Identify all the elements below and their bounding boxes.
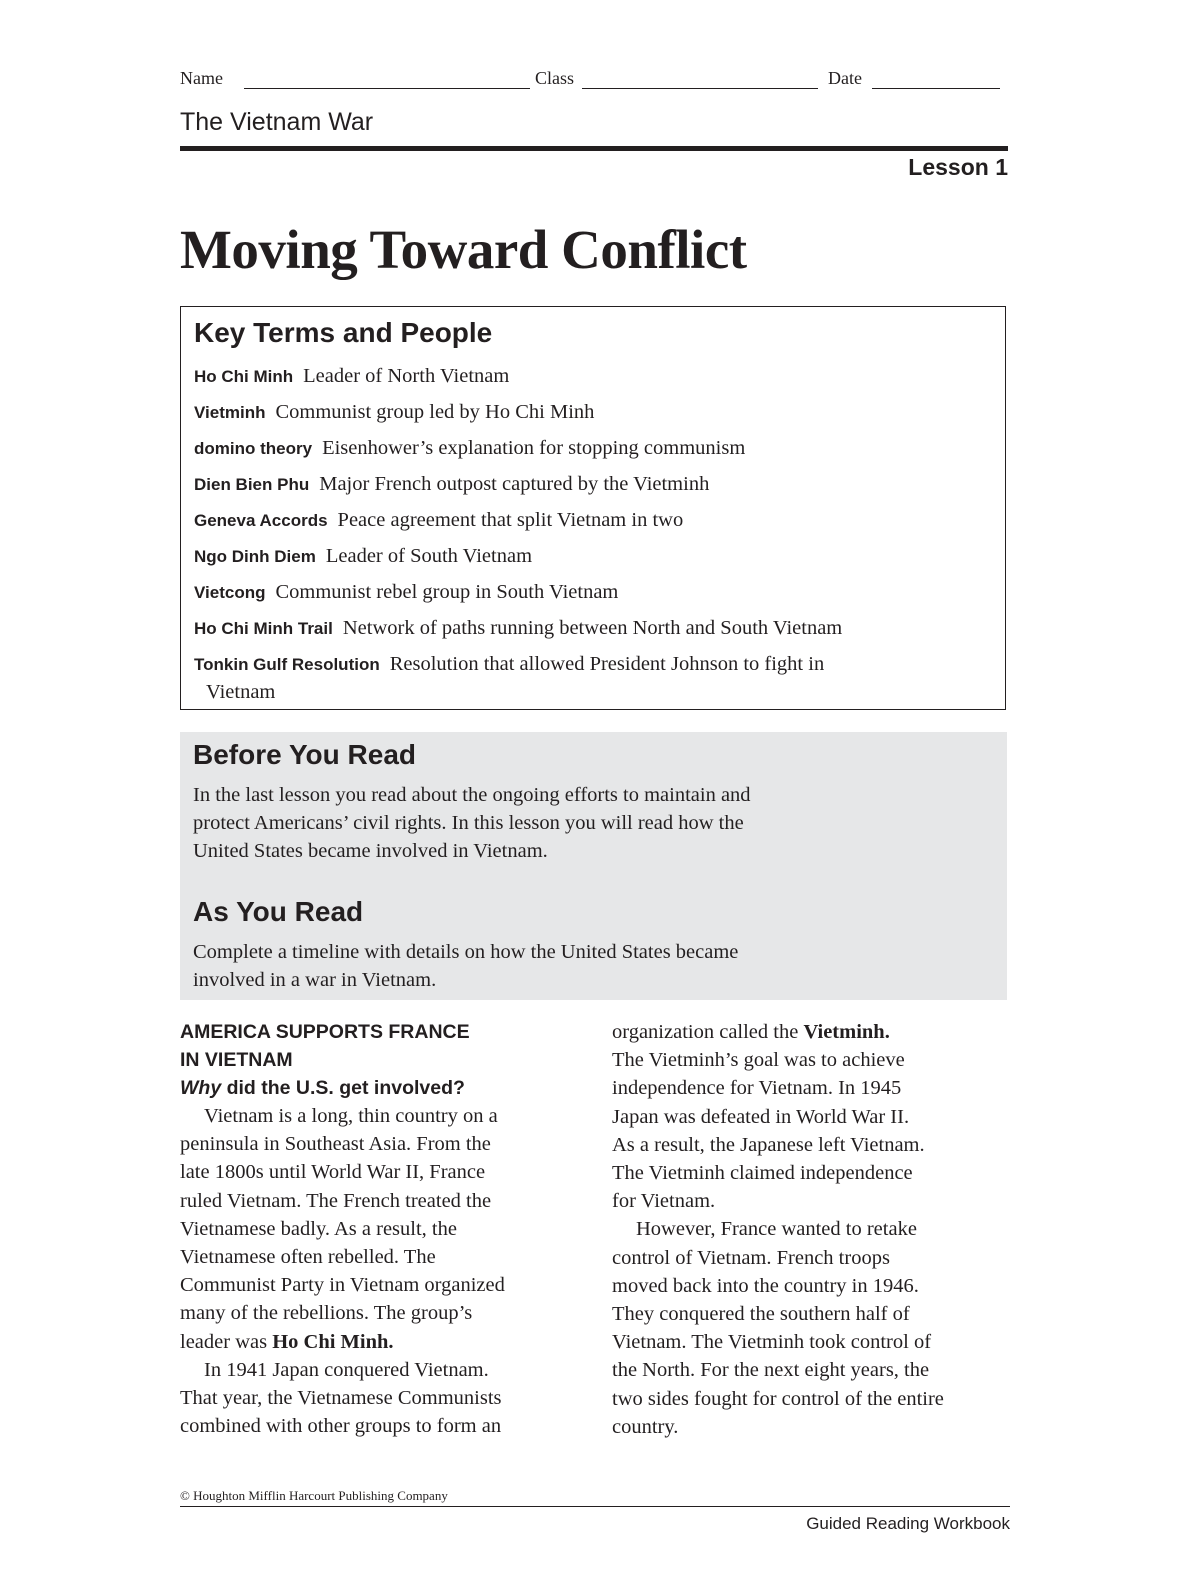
unit-title: The Vietnam War [180, 108, 374, 136]
term-definition: Network of paths running between North and South Vietnam [342, 617, 843, 639]
text-line: United States became involved in Vietnam. [193, 840, 548, 862]
date-blank [872, 88, 1000, 89]
term-name: Tonkin Gulf Resolution [194, 655, 380, 674]
body-line: combined with other groups to form an [180, 1415, 502, 1438]
term-definition: Leader of South Vietnam [325, 545, 533, 567]
body-line [180, 1328, 580, 1356]
body-line: peninsula in Southeast Asia. From the [180, 1133, 491, 1156]
body-line: many of the rebellions. The group’s [180, 1302, 473, 1325]
question-text: did the U.S. get involved? [221, 1077, 465, 1099]
date-label: Date [828, 68, 862, 88]
body-line: late 1800s until World War II, France [180, 1161, 486, 1184]
term-name: Ho Chi Minh Trail [194, 619, 333, 638]
body-line: country. [612, 1415, 679, 1438]
term-entry [194, 434, 984, 463]
footer-rule [180, 1506, 1010, 1507]
term-entry [194, 362, 984, 391]
lesson-label: Lesson 1 [908, 154, 1008, 180]
term-definition: Eisenhower’s explanation for stopping communism [322, 437, 746, 459]
term-entry [194, 470, 984, 499]
term-entry-continuation [206, 678, 996, 706]
text-line: In the last lesson you read about the ongoing efforts to maintain and [193, 784, 751, 806]
text-line: Complete a timeline with details on how the United States became [193, 941, 739, 963]
body-line: Japan was defeated in World War II. [612, 1105, 910, 1128]
lesson-title: Moving Toward Conflict [180, 219, 747, 280]
body-line: ruled Vietnam. The French treated the [180, 1189, 492, 1212]
term-name: Geneva Accords [194, 511, 328, 530]
section-question [180, 1074, 580, 1102]
term-name: Dien Bien Phu [194, 475, 310, 494]
key-terms-heading: Key Terms and People [194, 317, 493, 348]
text-line: protect Americans’ civil rights. In this lesson you will read how the [193, 812, 744, 834]
before-you-read-text [193, 781, 893, 865]
as-you-read-text [193, 938, 893, 994]
body-line: Vietnamese badly. As a result, the [180, 1217, 457, 1240]
term-name: Vietminh [194, 403, 266, 422]
reading-guide-box [180, 732, 1007, 1000]
body-line [612, 1018, 1012, 1046]
body-line: two sides fought for control of the entire [612, 1387, 944, 1410]
text-line: involved in a war in Vietnam. [193, 969, 437, 991]
term-definition: Communist group led by Ho Chi Minh [275, 401, 595, 423]
workbook-title: Guided Reading Workbook [806, 1514, 1010, 1533]
term-entry [194, 398, 984, 427]
key-terms-box [180, 306, 1006, 710]
left-column [180, 1018, 580, 1440]
body-line: Communist Party in Vietnam organized [180, 1274, 505, 1297]
right-column [612, 1018, 1012, 1441]
body-line: As a result, the Japanese left Vietnam. [612, 1133, 925, 1156]
section-heading [180, 1018, 580, 1074]
name-blank [244, 88, 530, 89]
question-keyword: Why [180, 1077, 222, 1099]
body-line: Vietnamese often rebelled. The [180, 1246, 436, 1269]
body-text: leader was [180, 1330, 273, 1353]
body-line: The Vietminh’s goal was to achieve [612, 1049, 905, 1072]
term-entry [194, 542, 984, 571]
before-you-read-heading: Before You Read [193, 739, 417, 770]
term-name: Vietcong [194, 583, 266, 602]
name-class-date-line [180, 66, 1002, 94]
term-entry [194, 578, 984, 607]
body-line: However, France wanted to retake [636, 1218, 917, 1241]
body-line: That year, the Vietnamese Communists [180, 1387, 502, 1410]
term-entry [194, 614, 984, 643]
body-line: In 1941 Japan conquered Vietnam. [204, 1358, 489, 1381]
body-line: The Vietminh claimed independence [612, 1162, 913, 1185]
class-label: Class [535, 68, 575, 88]
body-line: Vietnam. The Vietminh took control of [612, 1331, 932, 1354]
term-definition: Peace agreement that split Vietnam in two [337, 509, 684, 531]
body-line: They conquered the southern half of [612, 1303, 910, 1326]
term-name: domino theory [194, 439, 313, 458]
body-line: Vietnam is a long, thin country on a [204, 1105, 498, 1127]
term-definition: Major French outpost captured by the Vietminh [319, 473, 710, 495]
term-name: Ngo Dinh Diem [194, 547, 316, 566]
name-label: Name [180, 68, 223, 88]
section-heading-line: IN VIETNAM [180, 1049, 293, 1071]
body-line: the North. For the next eight years, the [612, 1359, 930, 1382]
term-entry [194, 650, 984, 679]
term-entry [194, 506, 984, 535]
term-definition: Leader of North Vietnam [303, 365, 510, 387]
term-name: Ho Chi Minh [194, 367, 294, 386]
copyright-notice: © Houghton Mifflin Harcourt Publishing Company [180, 1488, 448, 1503]
body-line: control of Vietnam. French troops [612, 1246, 890, 1269]
term-definition: Vietnam [206, 681, 276, 703]
term-definition: Communist rebel group in South Vietnam [275, 581, 619, 603]
class-blank [582, 88, 818, 89]
section-heading-line: AMERICA SUPPORTS FRANCE [180, 1021, 470, 1043]
body-text: organization called the [612, 1021, 804, 1043]
body-line: moved back into the country in 1946. [612, 1274, 919, 1297]
header-rule [180, 146, 1008, 151]
body-line: independence for Vietnam. In 1945 [612, 1077, 902, 1100]
body-line: for Vietnam. [612, 1190, 716, 1213]
key-term-highlight: Vietminh. [803, 1021, 890, 1043]
key-term-highlight: Ho Chi Minh. [272, 1330, 394, 1353]
term-definition: Resolution that allowed President Johnson to fight in [389, 653, 825, 675]
as-you-read-heading: As You Read [193, 896, 364, 927]
